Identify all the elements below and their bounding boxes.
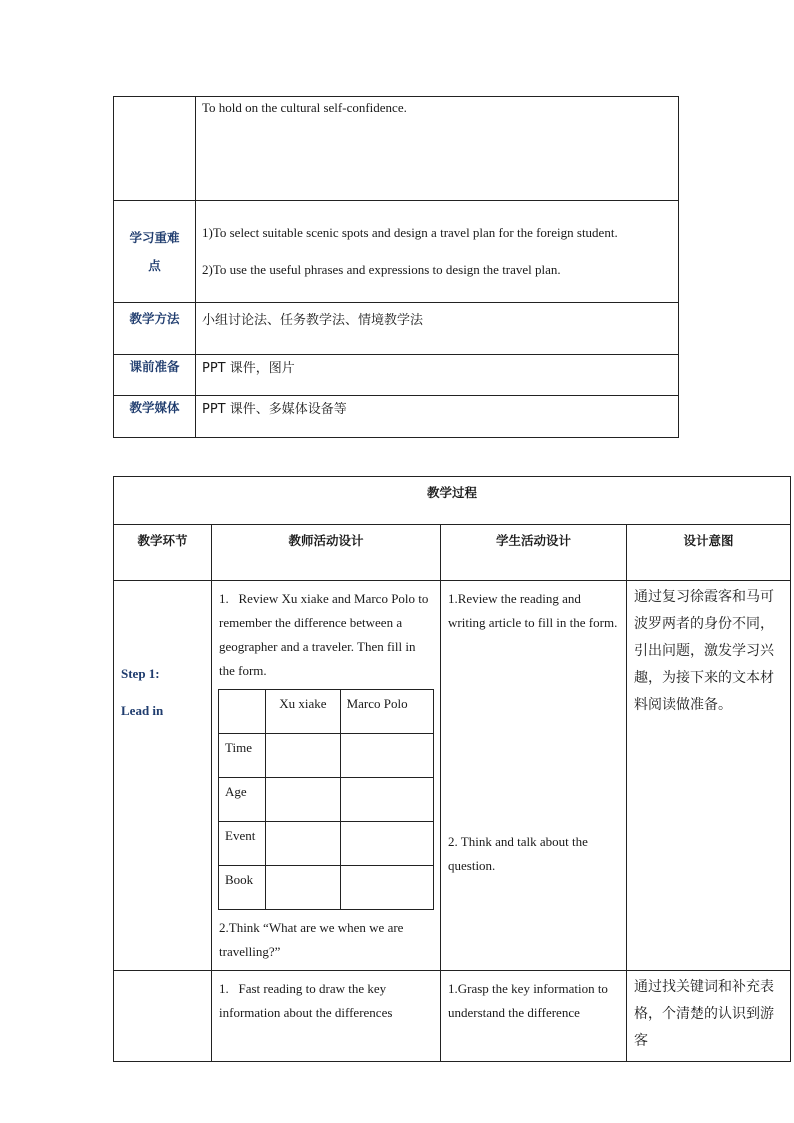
form-cell bbox=[340, 822, 433, 866]
form-header-polo: Marco Polo bbox=[340, 690, 433, 734]
form-row bbox=[219, 778, 434, 822]
method-value: 小组讨论法、任务教学法、情境教学法 bbox=[196, 303, 679, 355]
step1-teacher-item2: 2.Think “What are we when we are travelling?” bbox=[219, 920, 404, 959]
key-points-label: 学习重难点 bbox=[129, 229, 180, 273]
form-header-row bbox=[219, 690, 434, 734]
key-points-cell bbox=[196, 201, 679, 303]
form-row bbox=[219, 866, 434, 910]
step2-teacher-item1-num: 1. bbox=[219, 981, 229, 996]
form-header-corner bbox=[219, 690, 266, 734]
form-row-label: Event bbox=[219, 822, 266, 866]
prep-label: 课前准备 bbox=[114, 355, 196, 396]
form-row bbox=[219, 822, 434, 866]
prep-row bbox=[114, 355, 679, 396]
comparison-form bbox=[218, 689, 434, 910]
form-cell bbox=[266, 822, 340, 866]
objective-cell bbox=[196, 97, 679, 201]
step1-student-cell bbox=[441, 581, 627, 971]
objective-label-cell bbox=[114, 97, 196, 201]
prep-value: PPT 课件，图片 bbox=[196, 355, 679, 396]
lesson-info-table bbox=[113, 96, 679, 438]
step2-label-cell bbox=[114, 971, 212, 1062]
step1-teacher-item1-text: Review Xu xiake and Marco Polo to remember the difference between a geographer and a traveler. Then fill in the form. bbox=[219, 591, 429, 678]
step1-sublabel: Lead in bbox=[121, 703, 164, 718]
step1-student-item1: 1.Review the reading and writing article to fill in the form. bbox=[448, 591, 618, 630]
key-points-label-cell bbox=[114, 201, 196, 303]
form-header-xu: Xu xiake bbox=[266, 690, 340, 734]
step1-intent: 通过复习徐霞客和马可波罗两者的身份不同，引出问题，激发学习兴趣，为接下来的文本材料阅读做准备。 bbox=[634, 589, 774, 713]
step2-student-cell bbox=[441, 971, 627, 1062]
method-row bbox=[114, 303, 679, 355]
teaching-process-table bbox=[113, 476, 791, 1062]
step1-label-cell bbox=[114, 581, 212, 971]
key-point-1: 1)To select suitable scenic spots and design a travel plan for the foreign student. bbox=[202, 225, 618, 240]
form-cell bbox=[266, 866, 340, 910]
form-cell bbox=[266, 734, 340, 778]
method-label: 教学方法 bbox=[114, 303, 196, 355]
form-cell bbox=[340, 866, 433, 910]
step1-teacher-item1-num: 1. bbox=[219, 591, 229, 606]
key-point-2: 2)To use the useful phrases and expressions to design the travel plan. bbox=[202, 262, 561, 277]
step1-teacher-item1 bbox=[212, 581, 440, 685]
form-row-label: Time bbox=[219, 734, 266, 778]
step1-teacher-cell bbox=[212, 581, 441, 971]
header-row bbox=[114, 525, 791, 581]
step2-teacher-cell bbox=[212, 971, 441, 1062]
media-label: 教学媒体 bbox=[114, 396, 196, 438]
step2-teacher-item1 bbox=[212, 971, 440, 1031]
header-intent: 设计意图 bbox=[627, 525, 791, 581]
step2-teacher-item1-text: Fast reading to draw the key information about the differences bbox=[219, 981, 393, 1020]
process-title: 教学过程 bbox=[114, 477, 791, 525]
step2-intent-cell bbox=[627, 971, 791, 1062]
step1-intent-cell bbox=[627, 581, 791, 971]
media-row bbox=[114, 396, 679, 438]
step2-student-item1: 1.Grasp the key information to understand the difference bbox=[448, 981, 608, 1020]
objective-row bbox=[114, 97, 679, 201]
objective-text: To hold on the cultural self-confidence. bbox=[202, 100, 407, 115]
form-cell bbox=[340, 734, 433, 778]
form-cell bbox=[266, 778, 340, 822]
header-student: 学生活动设计 bbox=[441, 525, 627, 581]
header-stage: 教学环节 bbox=[114, 525, 212, 581]
step1-label: Step 1: bbox=[121, 666, 160, 681]
step2-row bbox=[114, 971, 791, 1062]
step2-intent: 通过找关键词和补充表格，个清楚的认识到游客 bbox=[634, 979, 774, 1049]
form-row-label: Book bbox=[219, 866, 266, 910]
form-cell bbox=[340, 778, 433, 822]
step1-row bbox=[114, 581, 791, 971]
form-row-label: Age bbox=[219, 778, 266, 822]
media-value: PPT 课件、多媒体设备等 bbox=[196, 396, 679, 438]
process-title-row bbox=[114, 477, 791, 525]
form-row bbox=[219, 734, 434, 778]
key-points-row bbox=[114, 201, 679, 303]
header-teacher: 教师活动设计 bbox=[212, 525, 441, 581]
step1-student-item2: 2. Think and talk about the question. bbox=[448, 834, 588, 873]
